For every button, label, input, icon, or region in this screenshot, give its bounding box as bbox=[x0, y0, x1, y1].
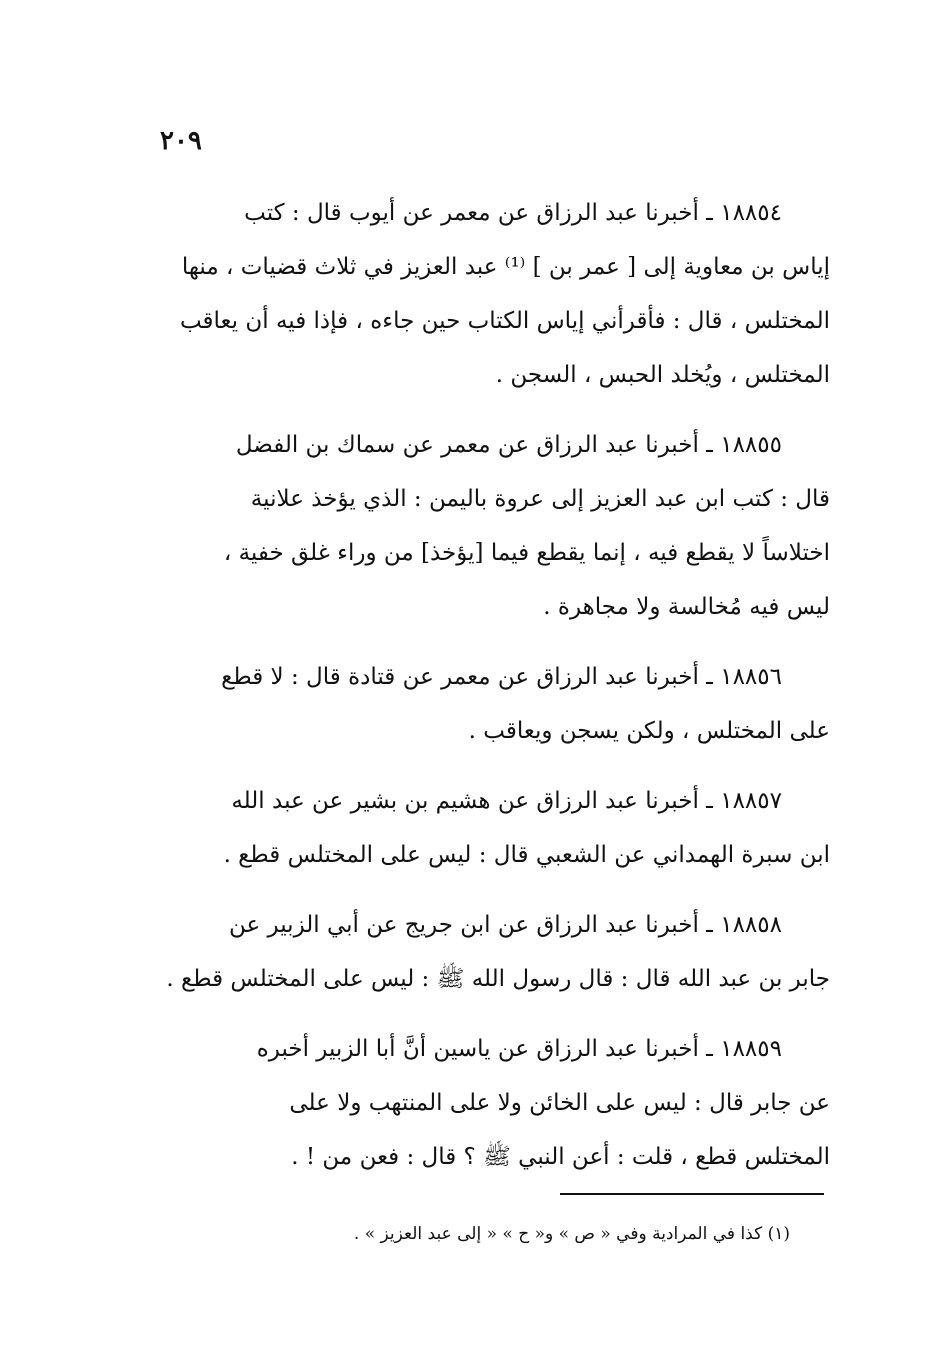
text-line: اختلاساً لا يقطع فيه ، إنما يقطع فيما [يؤخذ] من وراء غلق خفية ، bbox=[223, 540, 830, 566]
text-line: ١٨٨٥٤ ـ أخبرنا عبد الرزاق عن معمر عن أيوب قال : كتب bbox=[244, 200, 782, 226]
text-line: المختلس ، قال : فأقرأني إياس الكتاب حين جاءه ، فإذا فيه أن يعاقب bbox=[179, 308, 830, 334]
text-line: على المختلس ، ولكن يسجن ويعاقب . bbox=[468, 718, 830, 744]
text-line: ١٨٨٥٥ ـ أخبرنا عبد الرزاق عن معمر عن سماك بن الفضل bbox=[235, 432, 782, 458]
text-line: قال : كتب ابن عبد العزيز إلى عروة باليمن : الذي يؤخذ علانية bbox=[250, 486, 830, 512]
text-line: ابن سبرة الهمداني عن الشعبي قال : ليس على المختلس قطع . bbox=[223, 842, 830, 868]
hadith-18859 bbox=[160, 1022, 830, 1184]
text-line: ١٨٨٥٧ ـ أخبرنا عبد الرزاق عن هشيم بن بشير عن عبد الله bbox=[231, 788, 782, 814]
hadith-18856 bbox=[160, 650, 830, 758]
text-line: ١٨٨٥٦ ـ أخبرنا عبد الرزاق عن معمر عن قتادة قال : لا قطع bbox=[221, 664, 782, 690]
text-line: المختلس قطع ، قلت : أعن النبي ﷺ ؟ قال : فعن من ! . bbox=[291, 1144, 830, 1170]
hadith-18855 bbox=[160, 418, 830, 634]
text-line: ليس فيه مُخالسة ولا مجاهرة . bbox=[543, 594, 830, 620]
text-line: ١٨٨٥٩ ـ أخبرنا عبد الرزاق عن ياسين أنَّ أبا الزبير أخبره bbox=[256, 1036, 782, 1062]
hadith-18858 bbox=[160, 898, 830, 1006]
hadith-18857 bbox=[160, 774, 830, 882]
text-line: ١٨٨٥٨ ـ أخبرنا عبد الرزاق عن ابن جريج عن أبي الزبير عن bbox=[229, 912, 782, 938]
text-line: عن جابر قال : ليس على الخائن ولا على المنتهب ولا على bbox=[289, 1090, 830, 1116]
text-line: جابر بن عبد الله قال : قال رسول الله ﷺ : ليس على المختلس قطع . bbox=[166, 966, 830, 992]
page-number: ٢٠٩ bbox=[160, 126, 202, 156]
hadith-list bbox=[160, 186, 830, 1200]
footnote: (١) كذا في المرادية وفي « ص » و« ح » « إلى عبد العزيز » . bbox=[353, 1224, 790, 1244]
hadith-18854 bbox=[160, 186, 830, 402]
footnote-divider bbox=[560, 1193, 824, 1195]
text-line: المختلس ، ويُخلد الحبس ، السجن . bbox=[495, 362, 830, 388]
text-line: إياس بن معاوية إلى [ عمر بن ] ⁽¹⁾ عبد العزيز في ثلاث قضيات ، منها bbox=[181, 254, 830, 280]
